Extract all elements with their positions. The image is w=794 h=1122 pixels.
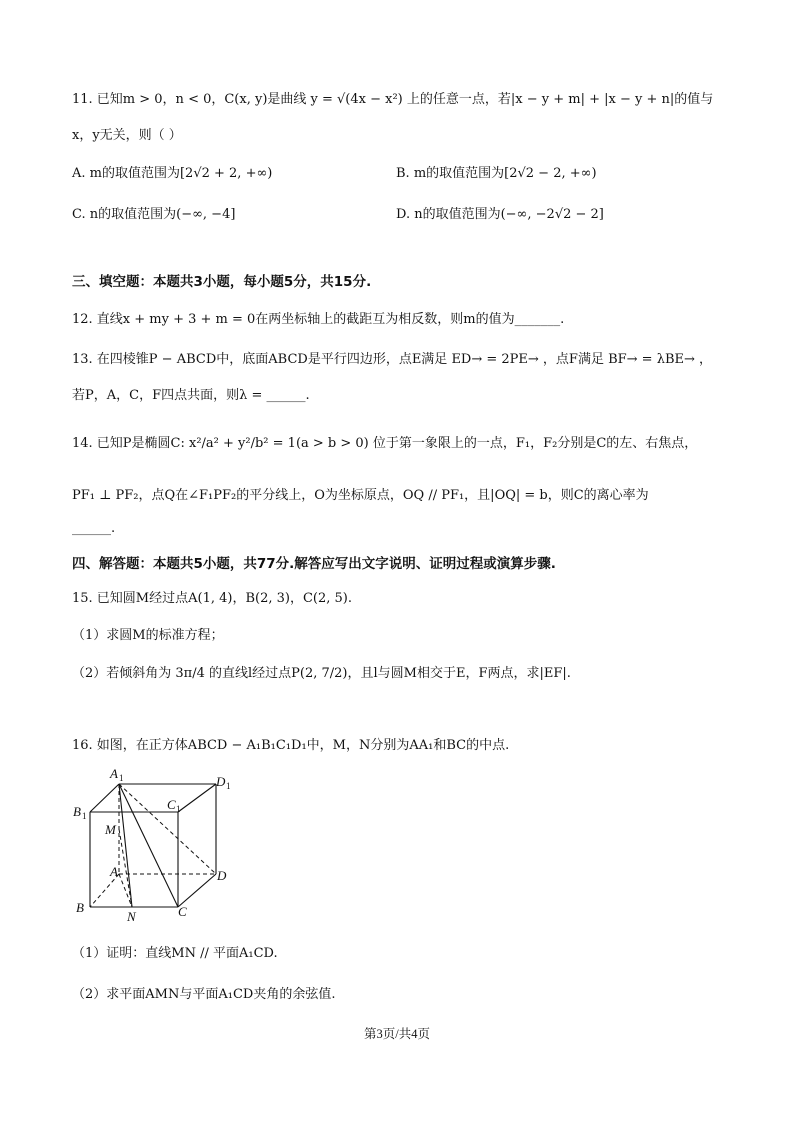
label-m: M xyxy=(105,822,116,837)
label-a1: A xyxy=(110,766,118,781)
label-a1-sub: 1 xyxy=(119,773,124,783)
q14-line2: PF₁ ⊥ PF₂，点Q在∠F₁PF₂的平分线上，O为坐标原点，OQ // PF₁，且|OQ| = b，则C的离心率为 xyxy=(72,488,649,503)
label-d1-sub: 1 xyxy=(226,781,231,791)
label-c: C xyxy=(178,904,187,919)
label-b1-sub: 1 xyxy=(82,811,87,821)
q11-line1: 11. 已知m > 0，n < 0，C(x, y)是曲线 y = √(4x − x²) 上的任意一点，若|x − y + m| + |x − y + n|的值与 xyxy=(72,92,714,107)
q13-line1: 13. 在四棱锥P − ABCD中，底面ABCD是平行四边形，点E满足 ED→ = 2PE→ ，点F满足 BF→ = λBE→ ， xyxy=(72,352,713,367)
q16-part2: （2）求平面AMN与平面A₁CD夹角的余弦值. xyxy=(72,987,336,1002)
q11-option-a: A. m的取值范围为[2√2 + 2, +∞) xyxy=(72,166,273,181)
section3-heading: 三、填空题：本题共3小题，每小题5分，共15分. xyxy=(72,274,372,290)
q11-option-d: D. n的取值范围为(−∞, −2√2 − 2] xyxy=(396,207,604,222)
q11-option-c: C. n的取值范围为(−∞, −4] xyxy=(72,207,236,222)
label-a: A xyxy=(110,864,118,879)
q15-stem: 15. 已知圆M经过点A(1, 4)，B(2, 3)，C(2, 5). xyxy=(72,591,352,606)
label-b: B xyxy=(76,900,84,915)
label-c1: C xyxy=(167,797,176,812)
q12: 12. 直线x + my + 3 + m = 0在两坐标轴上的截距互为相反数，则m的值为_______. xyxy=(72,312,565,327)
section4-heading: 四、解答题：本题共5小题，共77分.解答应写出文字说明、证明过程或演算步骤. xyxy=(72,556,556,572)
page-footer: 第3页/共4页 xyxy=(364,1027,430,1041)
q14-line1: 14. 已知P是椭圆C: x²/a² + y²/b² = 1(a > b > 0) 位于第一象限上的一点，F₁，F₂分别是C的左、右焦点， xyxy=(72,436,698,451)
q11-line2: x，y无关，则（ ） xyxy=(72,128,182,143)
q16-stem: 16. 如图，在正方体ABCD − A₁B₁C₁D₁中，M，N分别为AA₁和BC的中点. xyxy=(72,738,510,753)
label-d: D xyxy=(217,868,227,883)
q16-part1: （1）证明：直线MN // 平面A₁CD. xyxy=(72,946,278,961)
q13-line2: 若P，A，C，F四点共面，则λ = ______. xyxy=(72,388,310,403)
q15-part1: （1）求圆M的标准方程； xyxy=(72,628,224,643)
label-n: N xyxy=(127,909,136,924)
q11-option-b: B. m的取值范围为[2√2 − 2, +∞) xyxy=(396,166,597,181)
label-b1: B xyxy=(73,804,81,819)
cube-figure xyxy=(70,764,240,924)
label-c1-sub: 1 xyxy=(176,804,181,814)
q14-line3: ______. xyxy=(72,521,116,536)
label-d1: D xyxy=(216,774,226,789)
q15-part2: （2）若倾斜角为 3π/4 的直线l经过点P(2, 7/2)，且l与圆M相交于E，F两点，求|EF|. xyxy=(72,666,571,681)
